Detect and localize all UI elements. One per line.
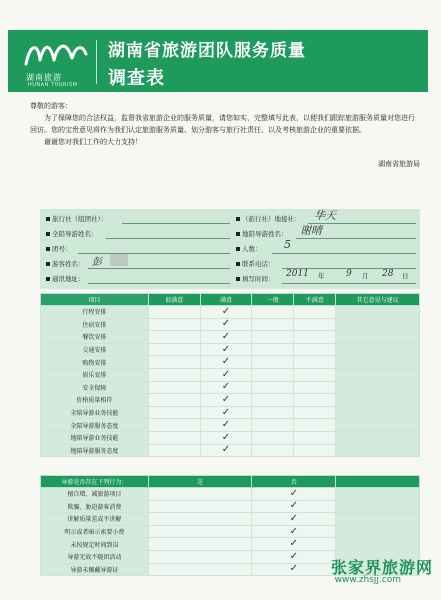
row-item-name: 地陪导游业务技能	[41, 431, 149, 444]
redaction-block	[110, 254, 128, 266]
rating-cell[interactable]	[252, 331, 294, 344]
date-day-unit: 日	[402, 272, 409, 280]
behavior-item-name: 讲解质量差或不讲解	[41, 513, 149, 526]
bullet-icon	[236, 262, 240, 266]
rating-cell[interactable]	[148, 431, 200, 444]
yes-cell[interactable]	[148, 513, 252, 526]
date-field	[236, 274, 275, 285]
rating-cell[interactable]	[200, 406, 252, 419]
table-row	[41, 431, 420, 444]
visitor-name-field	[46, 259, 85, 270]
rating-cell[interactable]	[294, 394, 336, 407]
check-mark-icon: ✓	[221, 431, 231, 443]
blank-cell	[336, 488, 420, 501]
rating-cell[interactable]	[294, 368, 336, 381]
row-item-name: 全陪导游服务态度	[41, 419, 149, 432]
row-item-name: 全陪导游业务技能	[41, 406, 149, 419]
check-mark-icon: ✓	[221, 393, 231, 405]
rating-cell[interactable]	[148, 343, 200, 356]
local-guide-value: 谢晴	[300, 224, 322, 237]
col-header-average: 一般	[252, 294, 294, 306]
no-cell[interactable]	[252, 488, 336, 501]
table-row	[41, 419, 420, 432]
suggestion-cell[interactable]	[336, 318, 420, 331]
local-agency-field	[236, 214, 301, 225]
no-cell[interactable]	[252, 513, 336, 526]
check-mark-icon: ✓	[221, 406, 231, 418]
behavior-item-name: 擅自增、减旅游项目	[41, 488, 149, 501]
row-item-name: 安全保障	[41, 381, 149, 394]
col-header-yes: 是	[148, 476, 252, 488]
date-month-unit: 月	[362, 272, 369, 280]
col-header-suggestions: 其它意见与建议	[336, 294, 420, 306]
bullet-icon	[46, 232, 50, 236]
rating-cell[interactable]	[252, 356, 294, 369]
table-row	[41, 381, 420, 394]
table-row	[41, 356, 420, 369]
suggestion-cell[interactable]	[336, 356, 420, 369]
local-guide-input[interactable]	[296, 224, 416, 239]
rating-cell[interactable]	[200, 356, 252, 369]
rating-cell[interactable]	[200, 331, 252, 344]
rating-cell[interactable]	[252, 368, 294, 381]
rating-cell[interactable]	[148, 318, 200, 331]
site-watermark-url: www.zhsjj.com	[334, 575, 401, 585]
header-divider	[96, 40, 97, 84]
blank-cell	[336, 513, 420, 526]
salutation: 尊敬的游客：	[30, 102, 72, 110]
table-row	[41, 331, 420, 344]
table-row	[41, 513, 420, 526]
rating-cell[interactable]	[148, 368, 200, 381]
row-item-name: 住宿安排	[41, 318, 149, 331]
table-row	[41, 318, 420, 331]
visitor-name-value: 彭	[92, 257, 102, 268]
date-input[interactable]	[282, 269, 416, 284]
no-cell[interactable]	[252, 500, 336, 513]
blank-cell	[336, 500, 420, 513]
bullet-icon	[46, 262, 50, 266]
rating-cell[interactable]	[294, 318, 336, 331]
suggestion-cell[interactable]	[336, 368, 420, 381]
behavior-item-name: 欺骗、胁迫游客消费	[41, 500, 149, 513]
rating-cell[interactable]	[200, 368, 252, 381]
agency-field	[46, 214, 107, 225]
check-mark-icon: ✓	[221, 330, 231, 342]
suggestion-cell[interactable]	[336, 406, 420, 419]
phone-field	[236, 259, 275, 270]
behavior-item-name: 明示或者暗示索要小费	[41, 525, 149, 538]
rating-cell[interactable]	[252, 444, 294, 457]
address-field	[46, 274, 85, 285]
suggestion-cell[interactable]	[336, 331, 420, 344]
rating-cell[interactable]	[200, 419, 252, 432]
rating-cell[interactable]	[294, 444, 336, 457]
local-agency-input[interactable]	[308, 209, 416, 224]
bullet-icon	[236, 232, 240, 236]
local-agency-label: （旅行社）地接社：	[242, 215, 301, 223]
people-field	[236, 244, 262, 255]
row-item-name: 行程安排	[41, 306, 149, 319]
logo-text: 湖南旅游	[26, 73, 62, 82]
bullet-icon	[46, 247, 50, 251]
table-row	[41, 500, 420, 513]
bullet-icon	[236, 247, 240, 251]
date-day: 28	[382, 269, 394, 279]
tour-guide-field	[46, 229, 98, 240]
group-no-field	[46, 244, 72, 255]
check-mark-icon: ✓	[221, 381, 231, 393]
no-cell[interactable]	[252, 538, 336, 551]
col-header-behavior: 导游是否存在下列行为：	[41, 476, 149, 488]
bullet-icon	[46, 217, 50, 221]
suggestion-cell[interactable]	[336, 306, 420, 319]
table-row	[41, 343, 420, 356]
rating-cell[interactable]	[294, 381, 336, 394]
col-header-satisfied: 满意	[200, 294, 252, 306]
check-mark-icon: ✓	[221, 444, 231, 456]
suggestion-cell[interactable]	[336, 431, 420, 444]
no-cell[interactable]	[252, 563, 336, 576]
phone-label: 联系电话：	[242, 260, 275, 268]
suggestion-cell[interactable]	[336, 419, 420, 432]
check-mark-icon: ✓	[289, 538, 299, 550]
rating-cell[interactable]	[148, 381, 200, 394]
signature: 湖南省旅游局	[378, 160, 420, 168]
row-item-name: 娱乐安排	[41, 368, 149, 381]
bullet-icon	[236, 277, 240, 281]
rating-cell[interactable]	[294, 419, 336, 432]
people-value: 5	[284, 238, 291, 251]
table-row	[41, 488, 420, 501]
people-input[interactable]	[272, 238, 416, 254]
rating-cell[interactable]	[148, 419, 200, 432]
suggestion-cell[interactable]	[336, 381, 420, 394]
rating-cell[interactable]	[200, 306, 252, 319]
check-mark-icon: ✓	[221, 368, 231, 380]
col-header-unsatisfied: 不满意	[294, 294, 336, 306]
phone-input[interactable]	[282, 258, 416, 269]
rating-cell[interactable]	[200, 394, 252, 407]
suggestion-cell[interactable]	[336, 394, 420, 407]
rating-cell[interactable]	[148, 356, 200, 369]
table-row	[41, 538, 420, 551]
blank-cell	[336, 538, 420, 551]
local-guide-field	[236, 229, 288, 240]
rating-cell[interactable]	[294, 356, 336, 369]
guide-behavior-header-row	[41, 476, 420, 488]
header-banner	[8, 30, 428, 92]
behavior-item-name: 导游无故不随团活动	[41, 550, 149, 563]
rating-cell[interactable]	[294, 331, 336, 344]
rating-cell[interactable]	[252, 318, 294, 331]
yes-cell[interactable]	[148, 525, 252, 538]
table-row	[41, 406, 420, 419]
row-item-name: 交通安排	[41, 343, 149, 356]
date-label: 填写时间：	[242, 275, 275, 283]
rating-cell[interactable]	[252, 306, 294, 319]
rating-cell[interactable]	[252, 431, 294, 444]
visitor-name-label: 游客姓名：	[52, 260, 85, 268]
local-guide-label: 地陪导游姓名：	[242, 230, 288, 238]
bullet-icon	[46, 277, 50, 281]
bullet-icon	[236, 217, 240, 221]
col-header-no: 否	[252, 476, 336, 488]
group-no-label: 团号：	[52, 245, 72, 253]
suggestion-cell[interactable]	[336, 343, 420, 356]
address-input[interactable]	[88, 273, 230, 284]
evaluation-table	[40, 293, 420, 457]
tour-guide-label: 全陪导游姓名：	[52, 230, 98, 238]
intro-letter	[30, 100, 420, 170]
table-row	[41, 525, 420, 538]
rating-cell[interactable]	[294, 406, 336, 419]
row-item-name: 餐饮安排	[41, 331, 149, 344]
rating-cell[interactable]	[148, 406, 200, 419]
site-watermark: 张家界旅游网	[330, 558, 433, 577]
intro-paragraph: 为了保障您的合法权益，监督我省旅游企业的服务质量，请您如实、完整填写此表，以便我们跟踪旅游服务质量对您进行回访。您的宝贵意见将作为我们认定旅游服务质量、划分游客与旅行社责任、以及考核旅游企业的重要依据。	[30, 114, 415, 134]
agency-label: 旅行社（组团社）：	[52, 215, 108, 223]
check-mark-icon: ✓	[289, 525, 299, 537]
no-cell[interactable]	[252, 525, 336, 538]
table-row	[41, 444, 420, 457]
agency-input[interactable]	[122, 213, 230, 224]
yes-cell[interactable]	[148, 500, 252, 513]
rating-cell[interactable]	[200, 318, 252, 331]
rating-cell[interactable]	[148, 331, 200, 344]
rating-cell[interactable]	[294, 343, 336, 356]
check-mark-icon: ✓	[289, 512, 299, 524]
behavior-item-name: 未按规定时间到岗	[41, 538, 149, 551]
no-cell[interactable]	[252, 550, 336, 563]
rating-cell[interactable]	[148, 306, 200, 319]
address-label: 通讯地址：	[52, 275, 85, 283]
date-month: 9	[346, 269, 352, 279]
closing-line: 谢谢您对我们工作的大力支持！	[44, 138, 142, 146]
people-label: 人数：	[242, 245, 262, 253]
date-year: 2011	[286, 269, 309, 279]
col-header-very-satisfied: 很满意	[148, 294, 200, 306]
visitor-name-input[interactable]	[88, 258, 230, 269]
row-item-name: 购物安排	[41, 356, 149, 369]
col-header-blank	[336, 476, 420, 488]
evaluation-header-row	[41, 294, 420, 306]
rating-cell[interactable]	[294, 431, 336, 444]
rating-cell[interactable]	[252, 394, 294, 407]
rating-cell[interactable]	[200, 343, 252, 356]
table-row	[41, 306, 420, 319]
logo-mark-icon	[20, 34, 90, 74]
yes-cell[interactable]	[148, 550, 252, 563]
table-row	[41, 394, 420, 407]
check-mark-icon: ✓	[221, 343, 231, 355]
logo-subtext: HUNAN TOURISM	[28, 82, 78, 88]
hunan-tourism-logo	[20, 34, 90, 88]
check-mark-icon: ✓	[289, 563, 299, 575]
tour-guide-input[interactable]	[106, 228, 230, 239]
page-title: 湖南省旅游团队服务质量	[108, 41, 306, 61]
check-mark-icon: ✓	[289, 487, 299, 499]
row-item-name: 价格质量相符	[41, 394, 149, 407]
rating-cell[interactable]	[200, 431, 252, 444]
local-agency-value: 华天	[314, 209, 336, 222]
info-panel	[40, 209, 420, 289]
yes-cell[interactable]	[148, 488, 252, 501]
check-mark-icon: ✓	[289, 550, 299, 562]
rating-cell[interactable]	[294, 306, 336, 319]
check-mark-icon: ✓	[221, 305, 231, 317]
rating-cell[interactable]	[252, 419, 294, 432]
page-subtitle: 调查表	[108, 68, 165, 89]
rating-cell[interactable]	[200, 381, 252, 394]
rating-cell[interactable]	[148, 394, 200, 407]
yes-cell[interactable]	[148, 563, 252, 576]
check-mark-icon: ✓	[289, 500, 299, 512]
check-mark-icon: ✓	[221, 318, 231, 330]
blank-cell	[336, 525, 420, 538]
row-item-name: 地陪导游服务态度	[41, 444, 149, 457]
yes-cell[interactable]	[148, 538, 252, 551]
behavior-item-name: 导游未佩戴导游证	[41, 563, 149, 576]
check-mark-icon: ✓	[221, 356, 231, 368]
check-mark-icon: ✓	[221, 419, 231, 431]
rating-cell[interactable]	[252, 381, 294, 394]
rating-cell[interactable]	[252, 343, 294, 356]
date-year-unit: 年	[318, 272, 325, 280]
col-header-item: 项目	[41, 294, 149, 306]
rating-cell[interactable]	[148, 444, 200, 457]
rating-cell[interactable]	[200, 444, 252, 457]
suggestion-cell[interactable]	[336, 444, 420, 457]
table-row	[41, 368, 420, 381]
rating-cell[interactable]	[252, 406, 294, 419]
